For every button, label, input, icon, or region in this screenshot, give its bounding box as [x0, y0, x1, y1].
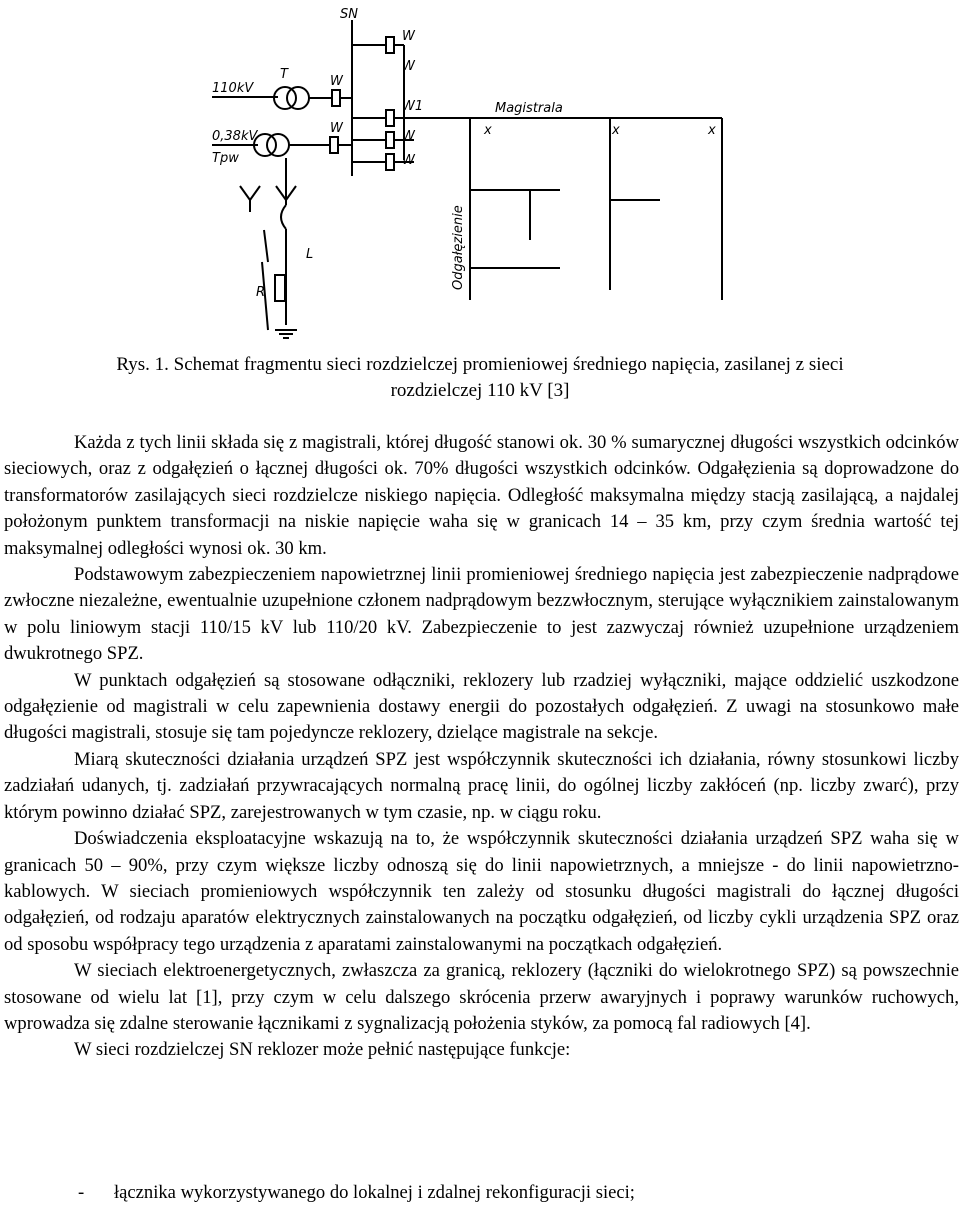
paragraph-6: W sieciach elektroenergetycznych, zwłaszcza za granicą, reklozery (łączniki do wielokrotnego SPZ) są powszechnie stosowane od wielu lat [1], przy czym w celu dalszego skrócenia przerw awaryjnych i poprawy warunków ruchowych, wprowadza się zdalne sterowanie łącznikami z sygnalizacją położenia styków, za pomocą fal radiowych [4].	[4, 960, 959, 1034]
tpw-label: Tpw	[212, 151, 239, 166]
w-label-2: W	[330, 121, 343, 136]
sn-label: SN	[340, 7, 358, 22]
figure-caption	[0, 352, 960, 404]
paragraph-1: Każda z tych linii składa się z magistrali, której długość stanowi ok. 30 % sumarycznej długości wszystkich odcinków sieciowych, oraz z odgałęzień o łącznej długości ok. 70% długości wszystkich odcinków. Odgałęzienia są doprowadzone do transformatorów zasilających sieci rozdzielcze niskiego napięcia. Odległość maksymalna między stacją zasilającą, a najdalej położonym punktem transformacji na niskie napięcie waha się w granicach 14 – 35 km, przy czym średnia wartość tej maksymalnej odległości wynosi ok. 30 km.	[4, 432, 959, 559]
x-mark-2: x	[612, 123, 620, 138]
l-label: L	[306, 247, 314, 262]
caption-line-1: Rys. 1. Schemat fragmentu sieci rozdzielczej promieniowej średniego napięcia, zasilanej z sieci	[116, 354, 844, 375]
w-label-6: W	[402, 153, 415, 168]
network-schematic	[0, 0, 960, 345]
caption-line-2: rozdzielczej 110 kV [3]	[390, 380, 570, 401]
paragraph-5: Doświadczenia eksploatacyjne wskazują na to, że współczynnik skuteczności działania urządzeń SPZ waha się w granicach 50 – 90%, przy czym większe liczby odnoszą się do linii napowietrznych, a mniejsze - do linii napowietrzno-kablowych. W sieciach promieniowych współczynnik ten zależy od stosunku długości magistrali do łącznej długości odgałęzień, od rodzaju aparatów elektrycznych zainstalowanych na początku odgałęzień, od liczby cykli urządzenia SPZ oraz od sposobu współpracy tego urządzenia z aparatami zainstalowanymi na początkach odgałęzień.	[4, 828, 959, 955]
magistrala-label: Magistrala	[495, 101, 563, 116]
x-mark-3: x	[708, 123, 716, 138]
body-text	[4, 430, 959, 1064]
w-label-4: W	[402, 59, 415, 74]
odgalezienie-label: Odgałęzienie	[451, 205, 466, 290]
x-mark-1: x	[484, 123, 492, 138]
paragraph-2: Podstawowym zabezpieczeniem napowietrznej linii promieniowej średniego napięcia jest zabezpieczenie nadprądowe zwłoczne niezależne, ewentualnie uzupełnione członem nadprądowym bezzwłocznym, sterujące wyłącznikiem zainstalowanym w polu liniowym stacji 110/15 kV lub 110/20 kV. Zabezpieczenie to jest zazwyczaj również uzupełnione urządzeniem dwukrotnego SPZ.	[4, 564, 959, 665]
paragraph-4: Miarą skuteczności działania urządzeń SPZ jest współczynnik skuteczności ich działania, równy stosunkowi liczby zadziałań udanych, tj. zadziałań przywracających normalną pracę linii, do ogólnej liczby zakłóceń (np. liczby zwarć), przy którym powinno działać SPZ, zarejestrowanych w tym czasie, np. w ciągu roku.	[4, 748, 959, 823]
hv-label: 110kV	[212, 81, 254, 96]
bullet-text: łącznika wykorzystywanego do lokalnej i zdalnej rekonfiguracji sieci;	[114, 1182, 635, 1203]
lv-label: 0,38kV	[212, 129, 258, 144]
w-label-3: W	[402, 29, 415, 44]
r-label: R	[256, 285, 266, 300]
paragraph-3: W punktach odgałęzień są stosowane odłączniki, reklozery lub rzadziej wyłączniki, mające oddzielić uszkodzone odgałęzienie od magistrali w celu zapewnienia dostawy energii do pozostałych odgałęzień. Z uwagi na stosunkowo małe długości magistrali, stosuje się tam pojedyncze reklozery, dzielące magistrale na sekcje.	[4, 669, 959, 744]
paragraph-7: W sieci rozdzielczej SN reklozer może pełnić następujące funkcje:	[74, 1039, 571, 1061]
transformer-label: T	[280, 67, 288, 82]
w-label-5: W	[402, 129, 415, 144]
w-label-1: W	[330, 74, 343, 89]
bullet-dash: -	[78, 1182, 85, 1203]
w1-label: W1	[402, 99, 424, 114]
